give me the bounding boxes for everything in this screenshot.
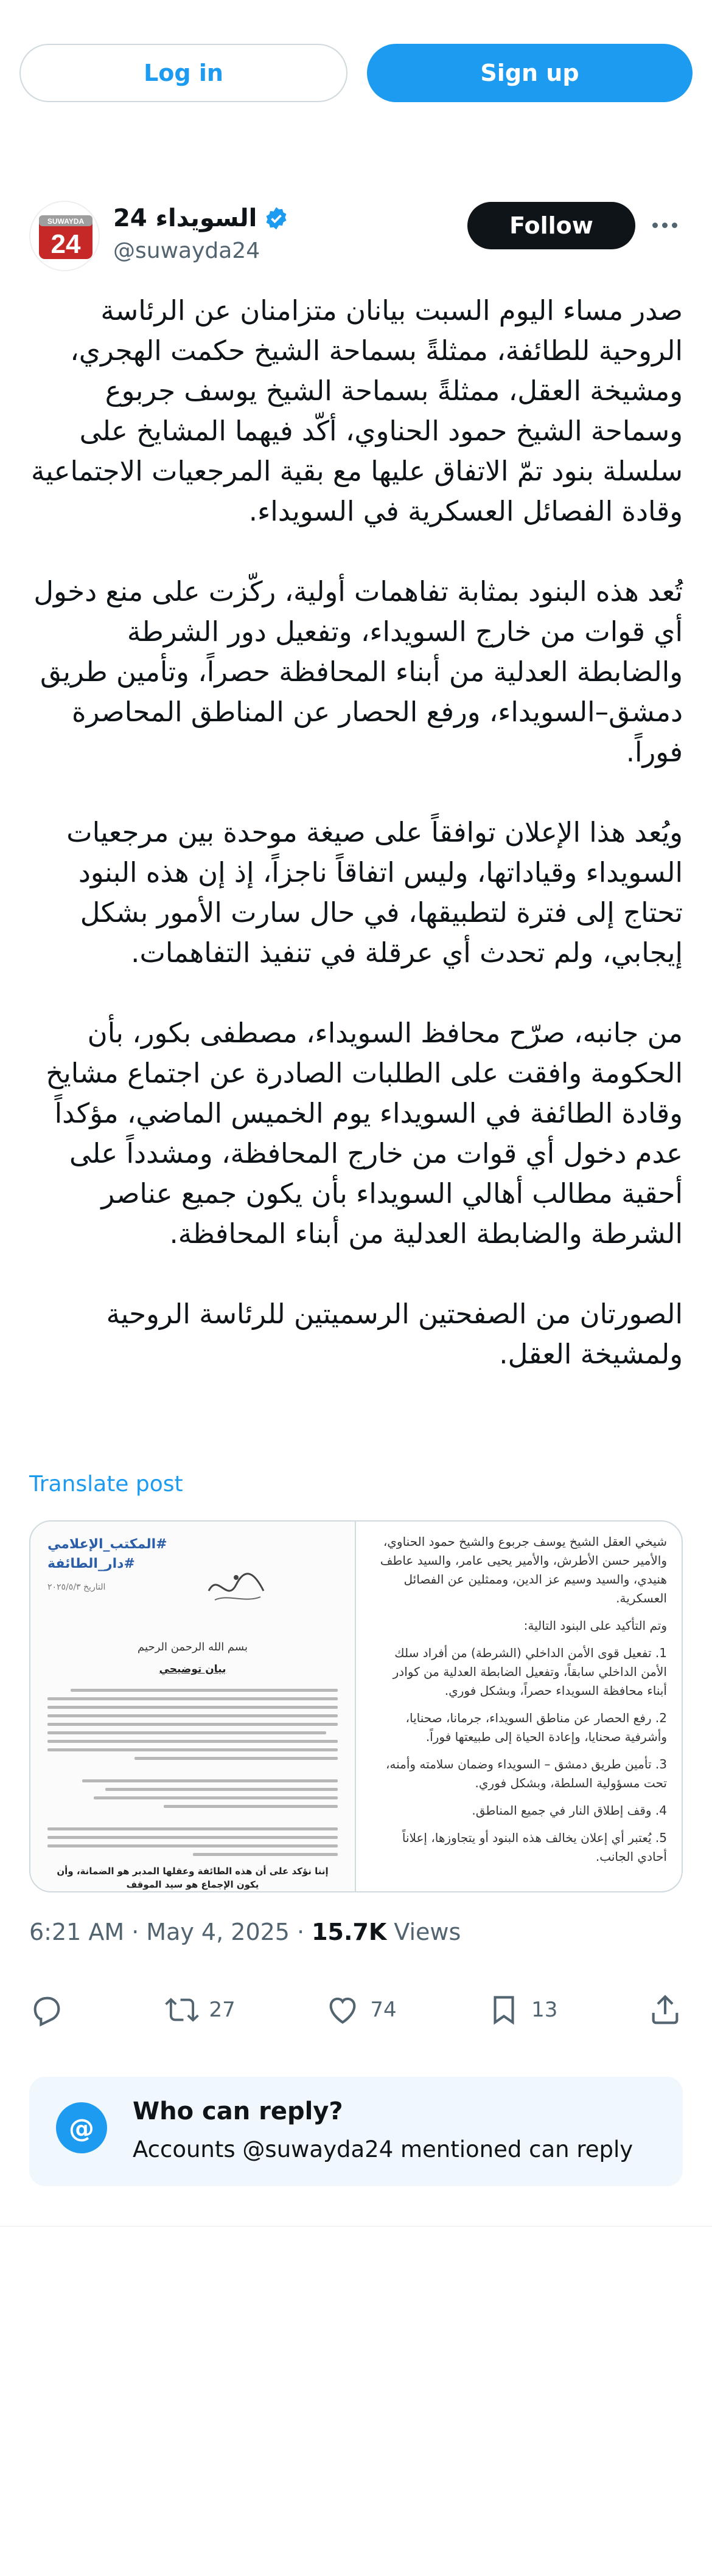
reply-restriction-title: Who can reply? bbox=[133, 2097, 343, 2125]
login-button[interactable]: Log in bbox=[19, 44, 347, 102]
media-image-statement-right[interactable] bbox=[356, 1522, 682, 1891]
at-sign-icon: @ bbox=[56, 2102, 107, 2153]
follow-button[interactable]: Follow bbox=[467, 202, 635, 249]
avatar-text-main: 24 bbox=[51, 229, 81, 259]
like-count: 74 bbox=[370, 1998, 397, 2022]
doc-intro: شيخي العقل الشيخ يوسف جربوع والشيخ حمود الحناوي، والأمير حسن الأطرش، والأمير يحيى عامر، والسيد عاطف هنيدي، والسيد وسيم عز الدين، وممثلين عن الفصائل العسكرية. bbox=[380, 1534, 667, 1605]
doc-tag: #دار_الطائفة bbox=[47, 1556, 135, 1571]
avatar-logo-icon bbox=[30, 202, 100, 271]
views-label: Views bbox=[394, 1919, 461, 1945]
doc-item: 4. وقف إطلاق النار في جميع المناطق. bbox=[472, 1803, 667, 1818]
doc-item: 3. تأمين طريق دمشق – السويداء وضمان سلامته وأمنه، تحت مسؤولية السلطة، وبشكل فوري. bbox=[385, 1757, 667, 1790]
doc-body-lines bbox=[47, 1689, 338, 1856]
meta-separator: · bbox=[296, 1919, 305, 1945]
reply-icon bbox=[29, 1992, 65, 2027]
reply-restriction-box bbox=[29, 2077, 683, 2186]
reply-restriction-subtitle: Accounts @suwayda24 mentioned can reply bbox=[133, 2136, 633, 2162]
share-icon bbox=[647, 1992, 683, 2027]
display-name[interactable]: السويداء 24 bbox=[113, 204, 257, 232]
doc-item: 5. يُعتبر أي إعلان يخالف هذه البنود أو يتجاوزها، إعلاناً أحادي الجانب. bbox=[402, 1830, 667, 1864]
post-time[interactable]: 6:21 AM bbox=[29, 1919, 125, 1945]
post-meta bbox=[29, 1919, 461, 1945]
repost-count: 27 bbox=[209, 1998, 236, 2022]
post-paragraph: صدر مساء اليوم السبت بيانان متزامنان عن الرئاسة الروحية للطائفة، ممثلةً بسماحة الشيخ حكمت الهجري، ومشيخة العقل، ممثلةً بسماحة الشيخ يوسف جربوع وسماحة الشيخ حمود الحناوي، أكّد فيهما المشايخ على سلسلة بنود تمّ الاتفاق عليها مع بقية المرجعيات الاجتماعية وقادة الفصائل العسكرية في السويداء. bbox=[30, 294, 683, 527]
reply-button[interactable] bbox=[29, 1992, 74, 2027]
doc-item: 1. تفعيل قوى الأمن الداخلي (الشرطة) من أفراد سلك الأمن الداخلي سابقاً، وتفعيل الضابطة العدلية من كوادر أبناء محافظة السويداء حصراً، وبشكل فوري. bbox=[393, 1646, 667, 1698]
doc-item: 2. رفع الحصار عن مناطق السويداء، جرمانا، صحنايا، وأشرفية صحنايا، وإعادة الحياة إلى طبيعتها فوراً. bbox=[405, 1711, 667, 1744]
avatar[interactable] bbox=[29, 201, 100, 271]
post-header bbox=[29, 201, 683, 280]
action-bar bbox=[29, 1979, 683, 2040]
author-handle[interactable]: @suwayda24 bbox=[113, 238, 260, 263]
doc-hashtags bbox=[47, 1535, 338, 1574]
post-paragraph: الصورتان من الصفحتين الرسميتين للرئاسة الروحية ولمشيخة العقل. bbox=[106, 1298, 683, 1370]
post-text bbox=[29, 291, 683, 1374]
heart-icon bbox=[325, 1992, 360, 2027]
media-image-statement-left[interactable] bbox=[30, 1522, 356, 1891]
post-date[interactable]: May 4, 2025 bbox=[146, 1919, 290, 1945]
translate-post-link[interactable]: Translate post bbox=[29, 1472, 183, 1497]
repost-button[interactable] bbox=[164, 1992, 236, 2027]
bookmark-button[interactable] bbox=[486, 1992, 557, 2027]
signup-button[interactable]: Sign up bbox=[367, 44, 693, 102]
doc-basmala: بسم الله الرحمن الرحيم bbox=[138, 1641, 248, 1653]
repost-icon bbox=[164, 1992, 200, 2027]
calligraphy-logo-icon bbox=[203, 1567, 270, 1609]
author-info bbox=[113, 204, 288, 263]
display-name-row[interactable] bbox=[113, 204, 288, 232]
bookmark-icon bbox=[486, 1992, 522, 2027]
verified-badge-icon bbox=[264, 206, 288, 230]
doc-tag: #المكتب_الإعلامي bbox=[47, 1537, 167, 1552]
doc-closing: إننا نؤكد على أن هذه الطائفة وعقلها المدبر هو الضمانة، وأن يكون الإجماع هو سيد الموقف bbox=[57, 1866, 329, 1890]
doc-confirm: وتم التأكيد على البنود التالية: bbox=[523, 1618, 667, 1633]
doc-date: التاريخ ٢٠٢٥/٥/٣ bbox=[47, 1582, 106, 1592]
post-paragraph: ويُعد هذا الإعلان توافقاً على صيغة موحدة بين مرجعيات السويداء وقياداتها، وليس اتفاقاً ناجزاً، إذ إن هذه البنود تحتاج إلى فترة لتطبيقها، في حال سارت الأمور بشكل إيجابي، ولم تحدث أي عرقلة في تنفيذ التفاهمات. bbox=[66, 816, 683, 969]
like-button[interactable] bbox=[325, 1992, 396, 2027]
media-attachments bbox=[29, 1520, 683, 1892]
post-paragraph: تُعد هذه البنود بمثابة تفاهمات أولية، ركّزت على منع دخول أي قوات من خارج السويداء، وتفعيل دور الشرطة والضابطة العدلية من أبناء المحافظة حصراً، وتأمين طريق دمشق–السويداء، ورفع الحصار عن المناطق المحاصرة فوراً. bbox=[33, 575, 683, 768]
views-count: 15.7K bbox=[312, 1919, 387, 1945]
meta-separator: · bbox=[131, 1919, 139, 1945]
avatar-text-top: SUWAYDA bbox=[47, 217, 85, 226]
divider bbox=[0, 2226, 712, 2227]
more-options-icon[interactable] bbox=[646, 203, 683, 247]
share-button[interactable] bbox=[647, 1992, 683, 2027]
post-paragraph: من جانبه، صرّح محافظ السويداء، مصطفى بكور، بأن الحكومة وافقت على الطلبات الصادرة عن اجتماع مشايخ وقادة الطائفة في السويداء يوم الخميس الماضي، مؤكداً عدم دخول أي قوات من خارج المحافظة، ومشدداً على أحقية مطالب أهالي السويداء بأن يكون جميع عناصر الشرطة والضابطة العدلية من أبناء المحافظة. bbox=[46, 1017, 683, 1250]
auth-bar bbox=[19, 44, 693, 102]
doc-title: بيان توضيحي bbox=[159, 1663, 226, 1675]
doc-items bbox=[371, 1644, 667, 1866]
bookmark-count: 13 bbox=[531, 1998, 558, 2022]
